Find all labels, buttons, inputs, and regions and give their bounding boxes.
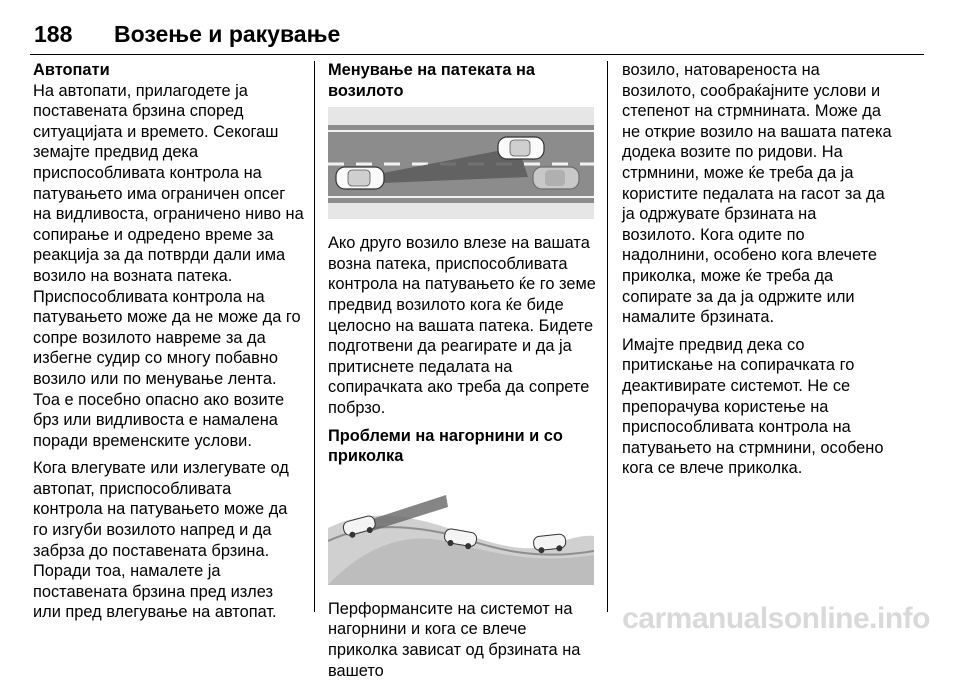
column-3 — [622, 60, 894, 486]
watermark-text: carmanualsonline.info — [622, 602, 930, 635]
paragraph-hills-trailer: Перформансите на системот на нагорнини и кога се влече приколка зависат од брзината на вашето — [328, 599, 581, 680]
page-number: 188 — [34, 21, 73, 47]
column-divider-1 — [314, 61, 315, 612]
paragraph-hills-continued: возило, натовареноста на возилото, сообраќајните услови и степенот на стрмнината. Може да не открие возило на вашата патека додека возите по ридови. На стрмнини, може ќе треба да ја користите педалата на гасот за да ја одржувате брзината на возилото. Кога одите по надолнини, особено кога влечете приколка, може ќе треба да сопирате за да ја одржите или намалите брзината. — [622, 61, 892, 327]
section-heading-highways: Автопати — [33, 61, 110, 79]
column-divider-2 — [607, 61, 608, 612]
column-2 — [328, 60, 596, 688]
hills-illustration — [328, 473, 594, 585]
chapter-title: Возење и ракување — [114, 21, 341, 47]
paragraph-highways-2: Кога влегувате или излегувате од автопат, приспособливата контрола на патувањето може да го изгуби возилото напред и да забрза до поставената брзина. Поради тоа, намалете ја поставената брзина пред излез или пред влегување на автопат. — [33, 459, 289, 622]
paragraph-highways-1: На автопати, прилагодете ја поставената брзина според ситуацијата и времето. Секогаш земајте предвид дека приспособливата контрола на патувањето има ограничен опсег на видливоста, ограничено ниво на сопирање и одредено време за реакција за да потврди дали има возило на возната патека. Приспособливата контрола на патувањето може да не може да го сопре возилото навреме за да избегне судир со многу побавно возило или по менување лента. Тоа е посебно опасно ако возите брз или видливоста е намалена поради временските услови. — [33, 81, 304, 450]
section-heading-hills-trailer: Проблеми на нагорнини и со приколка — [328, 426, 563, 466]
paragraph-lane-change: Ако друго возило влезе на вашата возна патека, приспособливата контрола на патувањето ќе го земе предвид возилото кога ќе биде целосно на вашата патека. Бидете подготвени да реагирате и да ја притиснете педалата на сопирачката ако треба да сопрете побрзо. — [328, 234, 596, 417]
section-heading-lane-change: Менување на патеката на возилото — [328, 61, 536, 100]
column-1 — [33, 60, 305, 630]
paragraph-brake-note: Имајте предвид дека со притискање на сопирачката го деактивирате системот. Не се препорачува користење на приспособливата контрола на патувањето на стрмнини, особено кога се влече приколка. — [622, 335, 884, 478]
lane-change-illustration — [328, 107, 594, 219]
header-rule — [30, 54, 924, 55]
page-header — [34, 20, 340, 48]
